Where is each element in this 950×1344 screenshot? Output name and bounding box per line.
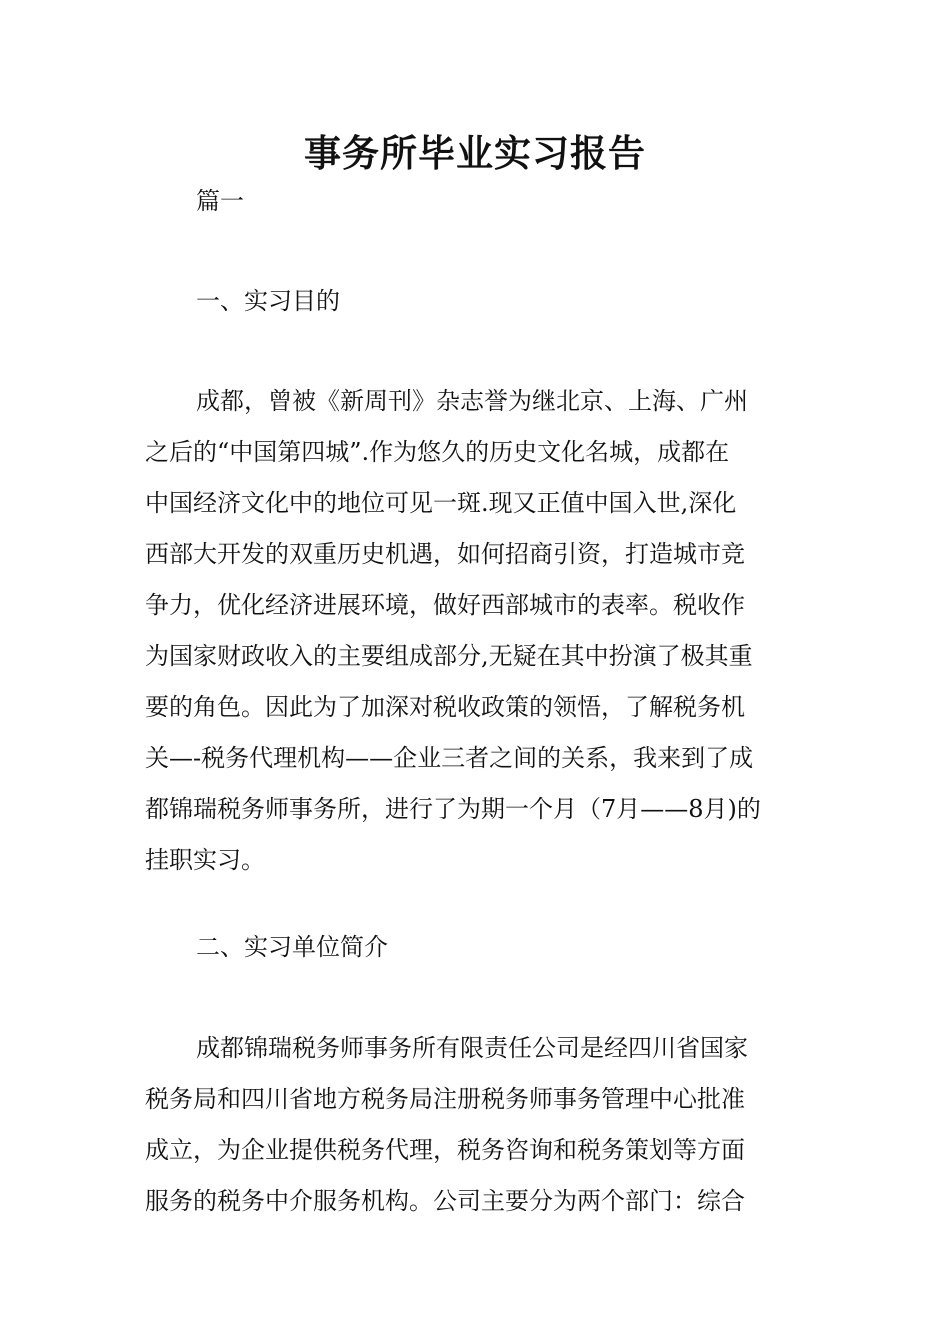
paragraph-line: 争力，优化经济进展环境，做好西部城市的表率。税收作	[145, 591, 745, 619]
paragraph-line: 挂职实习。	[145, 846, 265, 874]
section-heading-2: 二、实习单位简介	[196, 933, 388, 961]
paragraph-line: 要的角色。因此为了加深对税收政策的领悟，了解税务机	[145, 693, 745, 721]
paragraph-line: 关—-税务代理机构——企业三者之间的关系，我来到了成	[145, 744, 754, 772]
paragraph-line: 成都锦瑞税务师事务所有限责任公司是经四川省国家	[196, 1034, 748, 1062]
paragraph-line: 为国家财政收入的主要组成部分,无疑在其中扮演了极其重	[145, 642, 753, 670]
section-heading-1: 一、实习目的	[196, 287, 340, 315]
document-title: 事务所毕业实习报告	[304, 131, 646, 175]
paragraph-line: 成都，曾被《新周刊》杂志誉为继北京、上海、广州	[196, 387, 748, 415]
paragraph-line: 中国经济文化中的地位可见一斑.现又正值中国入世,深化	[145, 489, 737, 517]
part-label: 篇一	[196, 187, 244, 215]
paragraph-line: 西部大开发的双重历史机遇，如何招商引资，打造城市竞	[145, 540, 745, 568]
paragraph-line: 都锦瑞税务师事务所，进行了为期一个月（7月——8月)的	[145, 795, 761, 823]
paragraph-line: 成立，为企业提供税务代理，税务咨询和税务策划等方面	[145, 1136, 745, 1164]
paragraph-line: 之后的“中国第四城”.作为悠久的历史文化名城，成都在	[145, 438, 730, 466]
paragraph-line: 税务局和四川省地方税务局注册税务师事务管理中心批准	[145, 1085, 745, 1113]
paragraph-line: 服务的税务中介服务机构。公司主要分为两个部门：综合	[145, 1187, 745, 1215]
